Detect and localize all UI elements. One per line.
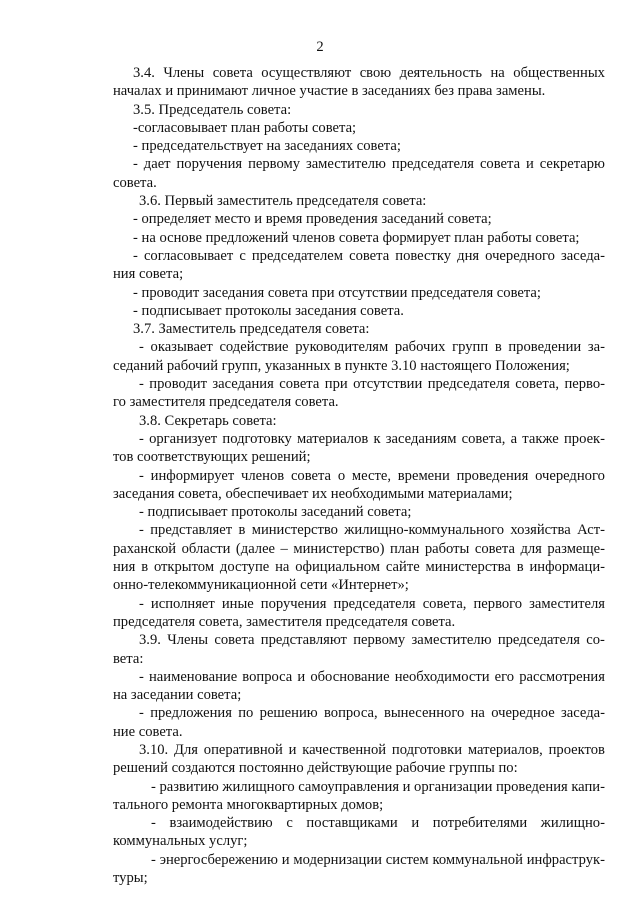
word: развитию: [159, 778, 219, 795]
word: председателя: [333, 595, 416, 612]
word: в: [494, 339, 502, 356]
text-line: ния совета;: [113, 266, 184, 283]
word: -: [139, 595, 144, 612]
word: а: [510, 430, 518, 447]
word: совета,: [461, 430, 506, 447]
word: представляют: [260, 632, 347, 649]
word: заседа-: [561, 705, 605, 722]
word: и: [525, 156, 534, 173]
text-line: на заседании совета;: [113, 687, 242, 704]
word: поручения: [176, 156, 243, 173]
text-line: ние совета.: [113, 723, 183, 740]
word: очередное: [491, 705, 555, 722]
word: проек-: [563, 430, 605, 447]
text-line: - подписывает протоколы заседаний совета;: [139, 504, 412, 521]
word: председателя: [427, 376, 510, 393]
word: 3.4.: [133, 65, 155, 81]
word: членов: [241, 467, 285, 484]
word: дает: [143, 156, 171, 173]
word: вопроса,: [323, 705, 378, 722]
word: подготовки: [391, 741, 463, 758]
word: и: [297, 668, 306, 685]
text-line: председателя совета, заместителя председателя совета.: [113, 613, 456, 630]
text-line: 3.7. Заместитель председателя совета:: [133, 321, 370, 338]
word: министерство: [251, 522, 338, 539]
word: очередного: [485, 247, 555, 264]
word: проведения: [495, 778, 568, 795]
word: план: [389, 540, 420, 557]
word: области: [181, 540, 231, 557]
word: на: [470, 705, 485, 722]
word: руководителям: [295, 339, 389, 356]
word: первому: [353, 632, 406, 649]
text-line: [113, 430, 605, 448]
page-number: 2: [316, 39, 324, 55]
text-line: туры;: [113, 870, 148, 887]
word: общественных: [513, 65, 605, 81]
word: министерство): [293, 540, 385, 557]
word: и: [402, 778, 411, 795]
word: повестку: [395, 247, 452, 264]
word: и: [281, 851, 290, 868]
word: материалов: [297, 430, 369, 447]
word: времени: [397, 467, 450, 484]
word: сайте: [385, 559, 420, 576]
word: в: [141, 559, 149, 576]
text-line: [113, 247, 605, 265]
word: секретарю: [539, 156, 605, 173]
text-line: [113, 814, 605, 832]
word: совета: [212, 65, 253, 81]
word: дня: [457, 247, 480, 264]
word: информаци-: [529, 559, 605, 576]
word: необходимости: [394, 668, 490, 685]
word: -: [139, 522, 144, 539]
word: взаимодействию: [169, 815, 273, 832]
word: групп: [452, 339, 489, 356]
word: потребителями: [432, 815, 528, 832]
text-line: 3.8. Секретарь совета:: [139, 412, 277, 429]
word: и: [411, 815, 420, 832]
word: размеще-: [547, 540, 605, 557]
word: предложения: [150, 705, 232, 722]
word: оперативной: [203, 741, 283, 758]
word: поставщиками: [306, 815, 398, 832]
word: заседания: [212, 376, 274, 393]
word: и: [288, 741, 297, 758]
text-line: - на основе предложений членов совета формирует план работы совета;: [133, 229, 580, 246]
word: -: [151, 778, 156, 795]
word: официальном: [295, 559, 381, 576]
word: инфраструк-: [526, 851, 605, 868]
word: -: [139, 467, 144, 484]
text-line: вета:: [113, 650, 144, 667]
word: решению: [259, 705, 318, 722]
word: самоуправления: [298, 778, 400, 795]
word: -: [139, 430, 144, 447]
text-line: [113, 595, 605, 613]
text-line: онно-телекоммуникационной сети «Интернет»;: [113, 577, 409, 594]
word: открытом: [153, 559, 215, 576]
word: очередного: [535, 467, 605, 484]
text-line: - проводит заседания совета при отсутствии председателя совета;: [133, 284, 541, 301]
word: информирует: [150, 467, 235, 484]
word: в: [516, 559, 524, 576]
word: хозяйства: [510, 522, 571, 539]
word: председателя: [497, 632, 580, 649]
word: модернизации: [293, 851, 382, 868]
text-line: [113, 704, 605, 722]
word: заместителю: [305, 156, 386, 173]
text-line: [113, 778, 605, 796]
word: министерства: [425, 559, 511, 576]
word: проектов: [548, 741, 605, 758]
word: с: [239, 247, 246, 264]
text-line: коммунальных услуг;: [113, 833, 248, 850]
word: проводит: [149, 376, 207, 393]
word: организации: [414, 778, 493, 795]
word: совета: [479, 156, 521, 173]
word: по: [238, 705, 254, 722]
word: также: [522, 430, 559, 447]
text-line: совета.: [113, 174, 157, 191]
word: наименование: [148, 668, 238, 685]
word: совета: [349, 247, 390, 264]
word: жилищно-коммунального: [344, 522, 505, 539]
word: исполняет: [150, 595, 215, 612]
word: раханской: [113, 540, 177, 557]
word: Члены: [163, 65, 205, 81]
word: капи-: [571, 778, 605, 795]
text-line: седаний рабочий групп, указанных в пункте 3.10 настоящего Положения;: [113, 357, 570, 374]
word: совета: [290, 467, 332, 484]
word: поручения: [260, 595, 327, 612]
text-line: 3.5. Председатель совета:: [133, 101, 292, 118]
text-line: тов соответствующих решений;: [113, 449, 311, 466]
word: 3.10.: [139, 741, 169, 758]
word: совета: [214, 632, 255, 649]
word: материалов,: [467, 741, 543, 758]
text-line: го заместителя председателя совета.: [113, 394, 339, 411]
text-line: [113, 668, 605, 686]
word: -: [151, 815, 156, 832]
word: перво-: [564, 376, 605, 393]
word: месте,: [351, 467, 391, 484]
word: рабочих: [394, 339, 446, 356]
word: вынесенного: [383, 705, 465, 722]
text-line: 3.6. Первый заместитель председателя совета:: [139, 193, 427, 210]
word: заседаниям: [385, 430, 457, 447]
word: совета,: [515, 376, 560, 393]
document-body: [113, 64, 605, 887]
word: отсутствии: [353, 376, 423, 393]
word: 3.9.: [139, 632, 161, 649]
word: совета,: [422, 595, 467, 612]
text-line: тального ремонта многоквартирных домов;: [113, 796, 384, 813]
word: оказывает: [150, 339, 213, 356]
word: деятельность: [399, 65, 483, 81]
word: к: [373, 430, 381, 447]
word: подготовку: [222, 430, 292, 447]
word: проведении: [508, 339, 582, 356]
word: содействие: [219, 339, 289, 356]
text-line: [113, 540, 605, 558]
word: -: [139, 339, 144, 356]
word: ния: [113, 559, 136, 576]
word: заместителя: [529, 595, 605, 612]
text-line: - подписывает протоколы заседания совета.: [133, 302, 404, 319]
text-line: [113, 631, 605, 649]
word: Члены: [167, 632, 209, 649]
word: систем: [385, 851, 429, 868]
word: с: [286, 815, 293, 832]
word: первого: [473, 595, 523, 612]
word: его: [494, 668, 515, 685]
word: Аст-: [577, 522, 605, 539]
word: -: [151, 851, 156, 868]
word: о: [337, 467, 346, 484]
word: представляет: [150, 522, 233, 539]
text-line: решений создаются постоянно действующие рабочие группы по:: [113, 760, 518, 777]
word: на: [490, 65, 505, 81]
word: за-: [587, 339, 605, 356]
word: вопроса: [242, 668, 293, 685]
word: качественной: [302, 741, 387, 758]
text-line: [113, 558, 605, 576]
text-line: [113, 64, 605, 82]
word: председателя: [391, 156, 475, 173]
word: председателем: [251, 247, 344, 264]
word: рассмотрения: [519, 668, 605, 685]
word: -: [139, 705, 144, 722]
text-line: [113, 467, 605, 485]
text-line: [113, 741, 605, 759]
word: Для: [174, 741, 198, 758]
text-line: началах и принимают личное участие в заседаниях без права замены.: [113, 83, 546, 100]
word: заместителю: [411, 632, 492, 649]
word: организует: [149, 430, 218, 447]
word: первому: [248, 156, 301, 173]
word: со-: [586, 632, 605, 649]
word: жилищно-: [540, 815, 605, 832]
text-line: -согласовывает план работы совета;: [133, 119, 357, 136]
word: свою: [359, 65, 392, 81]
word: (далее: [235, 540, 276, 557]
text-line: [113, 338, 605, 356]
word: –: [280, 540, 288, 557]
word: жилищного: [222, 778, 295, 795]
text-line: [113, 375, 605, 393]
word: доступе: [219, 559, 270, 576]
word: для: [520, 540, 542, 557]
text-line: [113, 155, 605, 173]
word: -: [139, 376, 144, 393]
text-line: [113, 851, 605, 869]
text-line: - председательствует на заседаниях совета;: [133, 138, 401, 155]
word: коммунальной: [432, 851, 523, 868]
word: совета: [474, 540, 515, 557]
word: -: [139, 668, 144, 685]
word: -: [133, 156, 138, 173]
word: при: [324, 376, 348, 393]
word: обоснование: [310, 668, 390, 685]
word: на: [275, 559, 290, 576]
text-line: [113, 521, 605, 539]
word: проведения: [456, 467, 529, 484]
word: осуществляют: [261, 65, 352, 81]
word: иные: [221, 595, 254, 612]
word: заседа-: [561, 247, 605, 264]
text-line: - определяет место и время проведения заседаний совета;: [133, 211, 492, 228]
word: -: [133, 247, 138, 264]
word: совета: [279, 376, 320, 393]
text-line: заседания совета, обеспечивает их необходимыми материалами;: [113, 485, 513, 502]
word: в: [238, 522, 246, 539]
word: энергосбережению: [159, 851, 278, 868]
word: работы: [424, 540, 470, 557]
word: согласовывает: [143, 247, 234, 264]
